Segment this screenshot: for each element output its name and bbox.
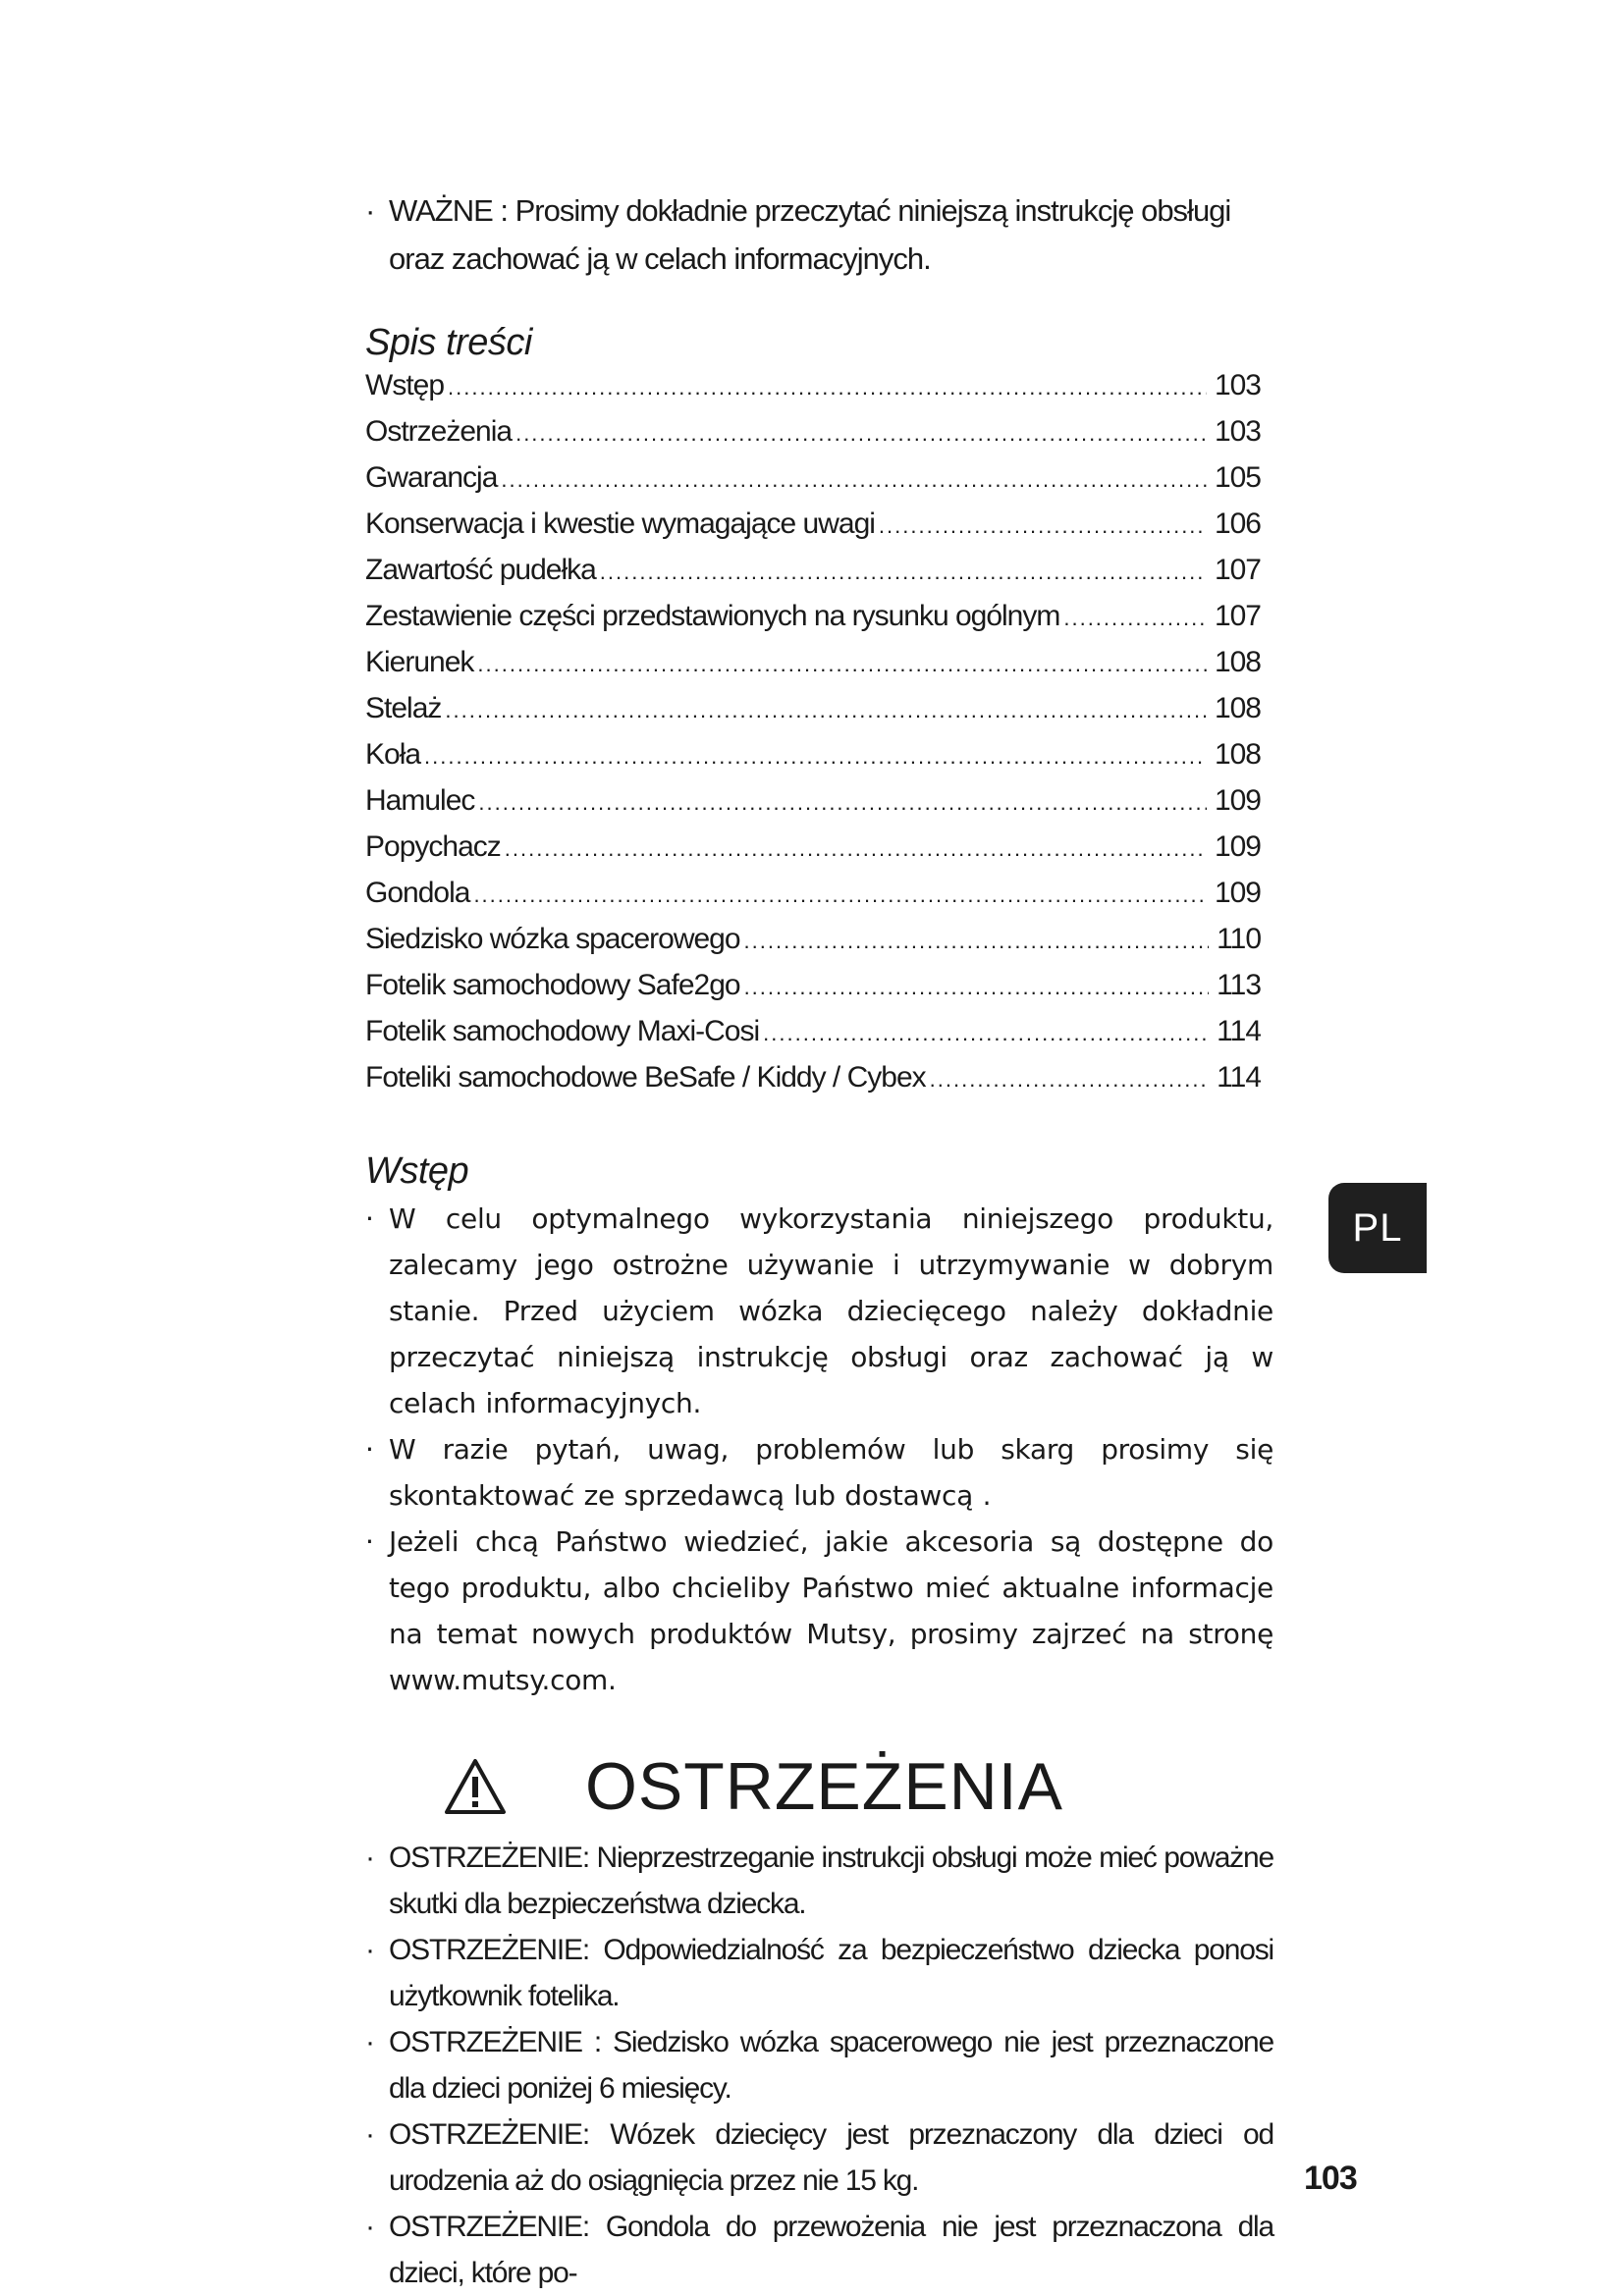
toc-item	[365, 692, 1261, 738]
language-tab: PL	[1328, 1183, 1427, 1273]
warning-item-text: OSTRZEŻENIE: Odpowiedzialność za bezpieczeństwo dziecka ponosi użytkownik fotelika.	[389, 1934, 1273, 2012]
bullet: ·	[365, 1934, 374, 1966]
toc-item-page: 109	[1214, 830, 1261, 863]
toc-item-page: 108	[1214, 738, 1261, 771]
toc-leader-dots	[505, 836, 1207, 862]
toc-leader-dots	[930, 1067, 1210, 1093]
toc-item-title: Ostrzeżenia	[365, 415, 513, 448]
toc-leader-dots	[515, 421, 1207, 447]
toc-item	[365, 969, 1261, 1015]
bullet: ·	[365, 2118, 374, 2151]
toc-item	[365, 600, 1261, 646]
bullet: ·	[365, 1525, 374, 1558]
page-number: 103	[1304, 2160, 1357, 2197]
toc-item	[365, 554, 1261, 600]
bullet: ·	[365, 2026, 374, 2058]
toc-item-title: Kierunek	[365, 646, 474, 678]
toc-item-title: Fotelik samochodowy Maxi-Cosi	[365, 1015, 760, 1047]
bullet: ·	[365, 1842, 374, 1874]
warning-item-text: OSTRZEŻENIE : Siedzisko wózka spacerowego nie jest przeznaczone dla dzieci poniżej 6 miesięcy.	[389, 2026, 1273, 2105]
toc-item-page: 107	[1214, 554, 1261, 586]
bullet: ·	[365, 193, 375, 228]
toc-leader-dots	[600, 560, 1207, 585]
bullet: ·	[365, 1433, 374, 1466]
toc-item-page: 103	[1214, 369, 1261, 401]
intro-note-text: WAŻNE : Prosimy dokładnie przeczytać niniejszą instrukcję obsługi oraz zachować ją w celach informacyjnych.	[389, 193, 1231, 276]
toc-item-title: Konserwacja i kwestie wymagające uwagi	[365, 507, 875, 540]
toc-leader-dots	[424, 744, 1207, 770]
toc-item-page: 114	[1217, 1061, 1261, 1094]
intro-list-item-text: Jeżeli chcą Państwo wiedzieć, jakie akcesoria są dostępne do tego produktu, albo chcieliby Państwo mieć aktualne informacje na temat nowych produktów Mutsy, prosimy zajrzeć na stronę www.mutsy.com.	[389, 1525, 1273, 1696]
warning-item-text: OSTRZEŻENIE: Gondola do przewożenia nie jest przeznaczona dla dzieci, które po-	[389, 2211, 1273, 2289]
toc-item	[365, 369, 1261, 415]
warnings-header	[444, 1744, 1273, 1829]
intro-list-item-text: W razie pytań, uwag, problemów lub skarg prosimy się skontaktować ze sprzedawcą lub dostawcą .	[389, 1433, 1273, 1512]
toc-item-title: Popychacz	[365, 830, 501, 863]
toc-leader-dots	[478, 790, 1207, 816]
toc-item	[365, 738, 1261, 784]
warnings-title: OSTRZEŻENIA	[585, 1749, 1064, 1824]
toc-item-page: 108	[1214, 692, 1261, 724]
warning-item-text: OSTRZEŻENIE: Nieprzestrzeganie instrukcji obsługi może mieć poważne skutki dla bezpieczeństwa dziecka.	[389, 1842, 1273, 1920]
toc-item-page: 105	[1214, 461, 1261, 494]
toc-item	[365, 1015, 1261, 1061]
intro-list-item	[365, 1196, 1273, 1426]
toc-item	[365, 415, 1261, 461]
toc-item	[365, 830, 1261, 877]
warning-item	[365, 2204, 1273, 2296]
toc-leader-dots	[744, 929, 1210, 954]
toc-item-page: 103	[1214, 415, 1261, 448]
toc-item	[365, 461, 1261, 507]
toc-item-page: 109	[1214, 877, 1261, 909]
page-content	[365, 187, 1273, 2296]
toc-item-title: Gondola	[365, 877, 470, 909]
toc-leader-dots	[763, 1021, 1209, 1046]
toc-item-title: Koła	[365, 738, 421, 771]
toc-item-page: 109	[1214, 784, 1261, 817]
intro-note	[365, 187, 1273, 283]
toc-item-page: 114	[1217, 1015, 1261, 1047]
warning-item	[365, 1835, 1273, 1927]
intro-list-item	[365, 1426, 1273, 1519]
toc-item-page: 108	[1214, 646, 1261, 678]
intro-list-item-text: W celu optymalnego wykorzystania niniejszego produktu, zalecamy jego ostrożne używanie i utrzymywanie w dobrym stanie. Przed użyciem wózka dziecięcego należy dokładnie przeczytać niniejszą instrukcję obsługi oraz zachować ją w celach informacyjnych.	[389, 1202, 1273, 1419]
toc-item	[365, 507, 1261, 554]
toc-item-page: 107	[1214, 600, 1261, 632]
toc-item-title: Foteliki samochodowe BeSafe / Kiddy / Cybex	[365, 1061, 926, 1094]
toc-item-page: 113	[1217, 969, 1261, 1001]
toc-item	[365, 784, 1261, 830]
warning-item	[365, 2111, 1273, 2204]
toc-leader-dots	[477, 652, 1207, 677]
toc-item-title: Stelaż	[365, 692, 442, 724]
warning-item-text: OSTRZEŻENIE: Wózek dziecięcy jest przeznaczony dla dzieci od urodzenia aż do osiągnięcia przez nie 15 kg.	[389, 2118, 1273, 2197]
warning-triangle-icon	[444, 1758, 507, 1815]
toc-leader-dots	[473, 882, 1207, 908]
toc-leader-dots	[445, 698, 1207, 723]
bullet: ·	[365, 2211, 374, 2243]
toc-item	[365, 1061, 1261, 1107]
intro-list	[365, 1196, 1273, 1703]
warning-item	[365, 1927, 1273, 2019]
toc-item-title: Gwarancja	[365, 461, 498, 494]
toc-item-title: Hamulec	[365, 784, 475, 817]
toc-leader-dots	[879, 513, 1207, 539]
intro-list-item	[365, 1519, 1273, 1703]
warning-item	[365, 2019, 1273, 2111]
toc-item	[365, 646, 1261, 692]
toc-leader-dots	[744, 975, 1210, 1000]
toc-heading: Spis treści	[365, 322, 532, 363]
toc-leader-dots	[1063, 606, 1207, 631]
toc-item-page: 106	[1214, 507, 1261, 540]
toc-item-title: Wstęp	[365, 369, 445, 401]
toc-leader-dots	[448, 375, 1207, 400]
toc-item-title: Zawartość pudełka	[365, 554, 596, 586]
bullet: ·	[365, 1202, 374, 1235]
toc-item-title: Siedzisko wózka spacerowego	[365, 923, 740, 955]
warnings-list	[365, 1835, 1273, 2296]
toc-item-title: Zestawienie części przedstawionych na rysunku ogólnym	[365, 600, 1060, 632]
toc-item	[365, 923, 1261, 969]
intro-heading: Wstęp	[365, 1150, 469, 1192]
toc-item	[365, 877, 1261, 923]
toc-leader-dots	[501, 467, 1207, 493]
toc-item-page: 110	[1217, 923, 1261, 955]
table-of-contents	[365, 369, 1261, 1107]
toc-item-title: Fotelik samochodowy Safe2go	[365, 969, 740, 1001]
